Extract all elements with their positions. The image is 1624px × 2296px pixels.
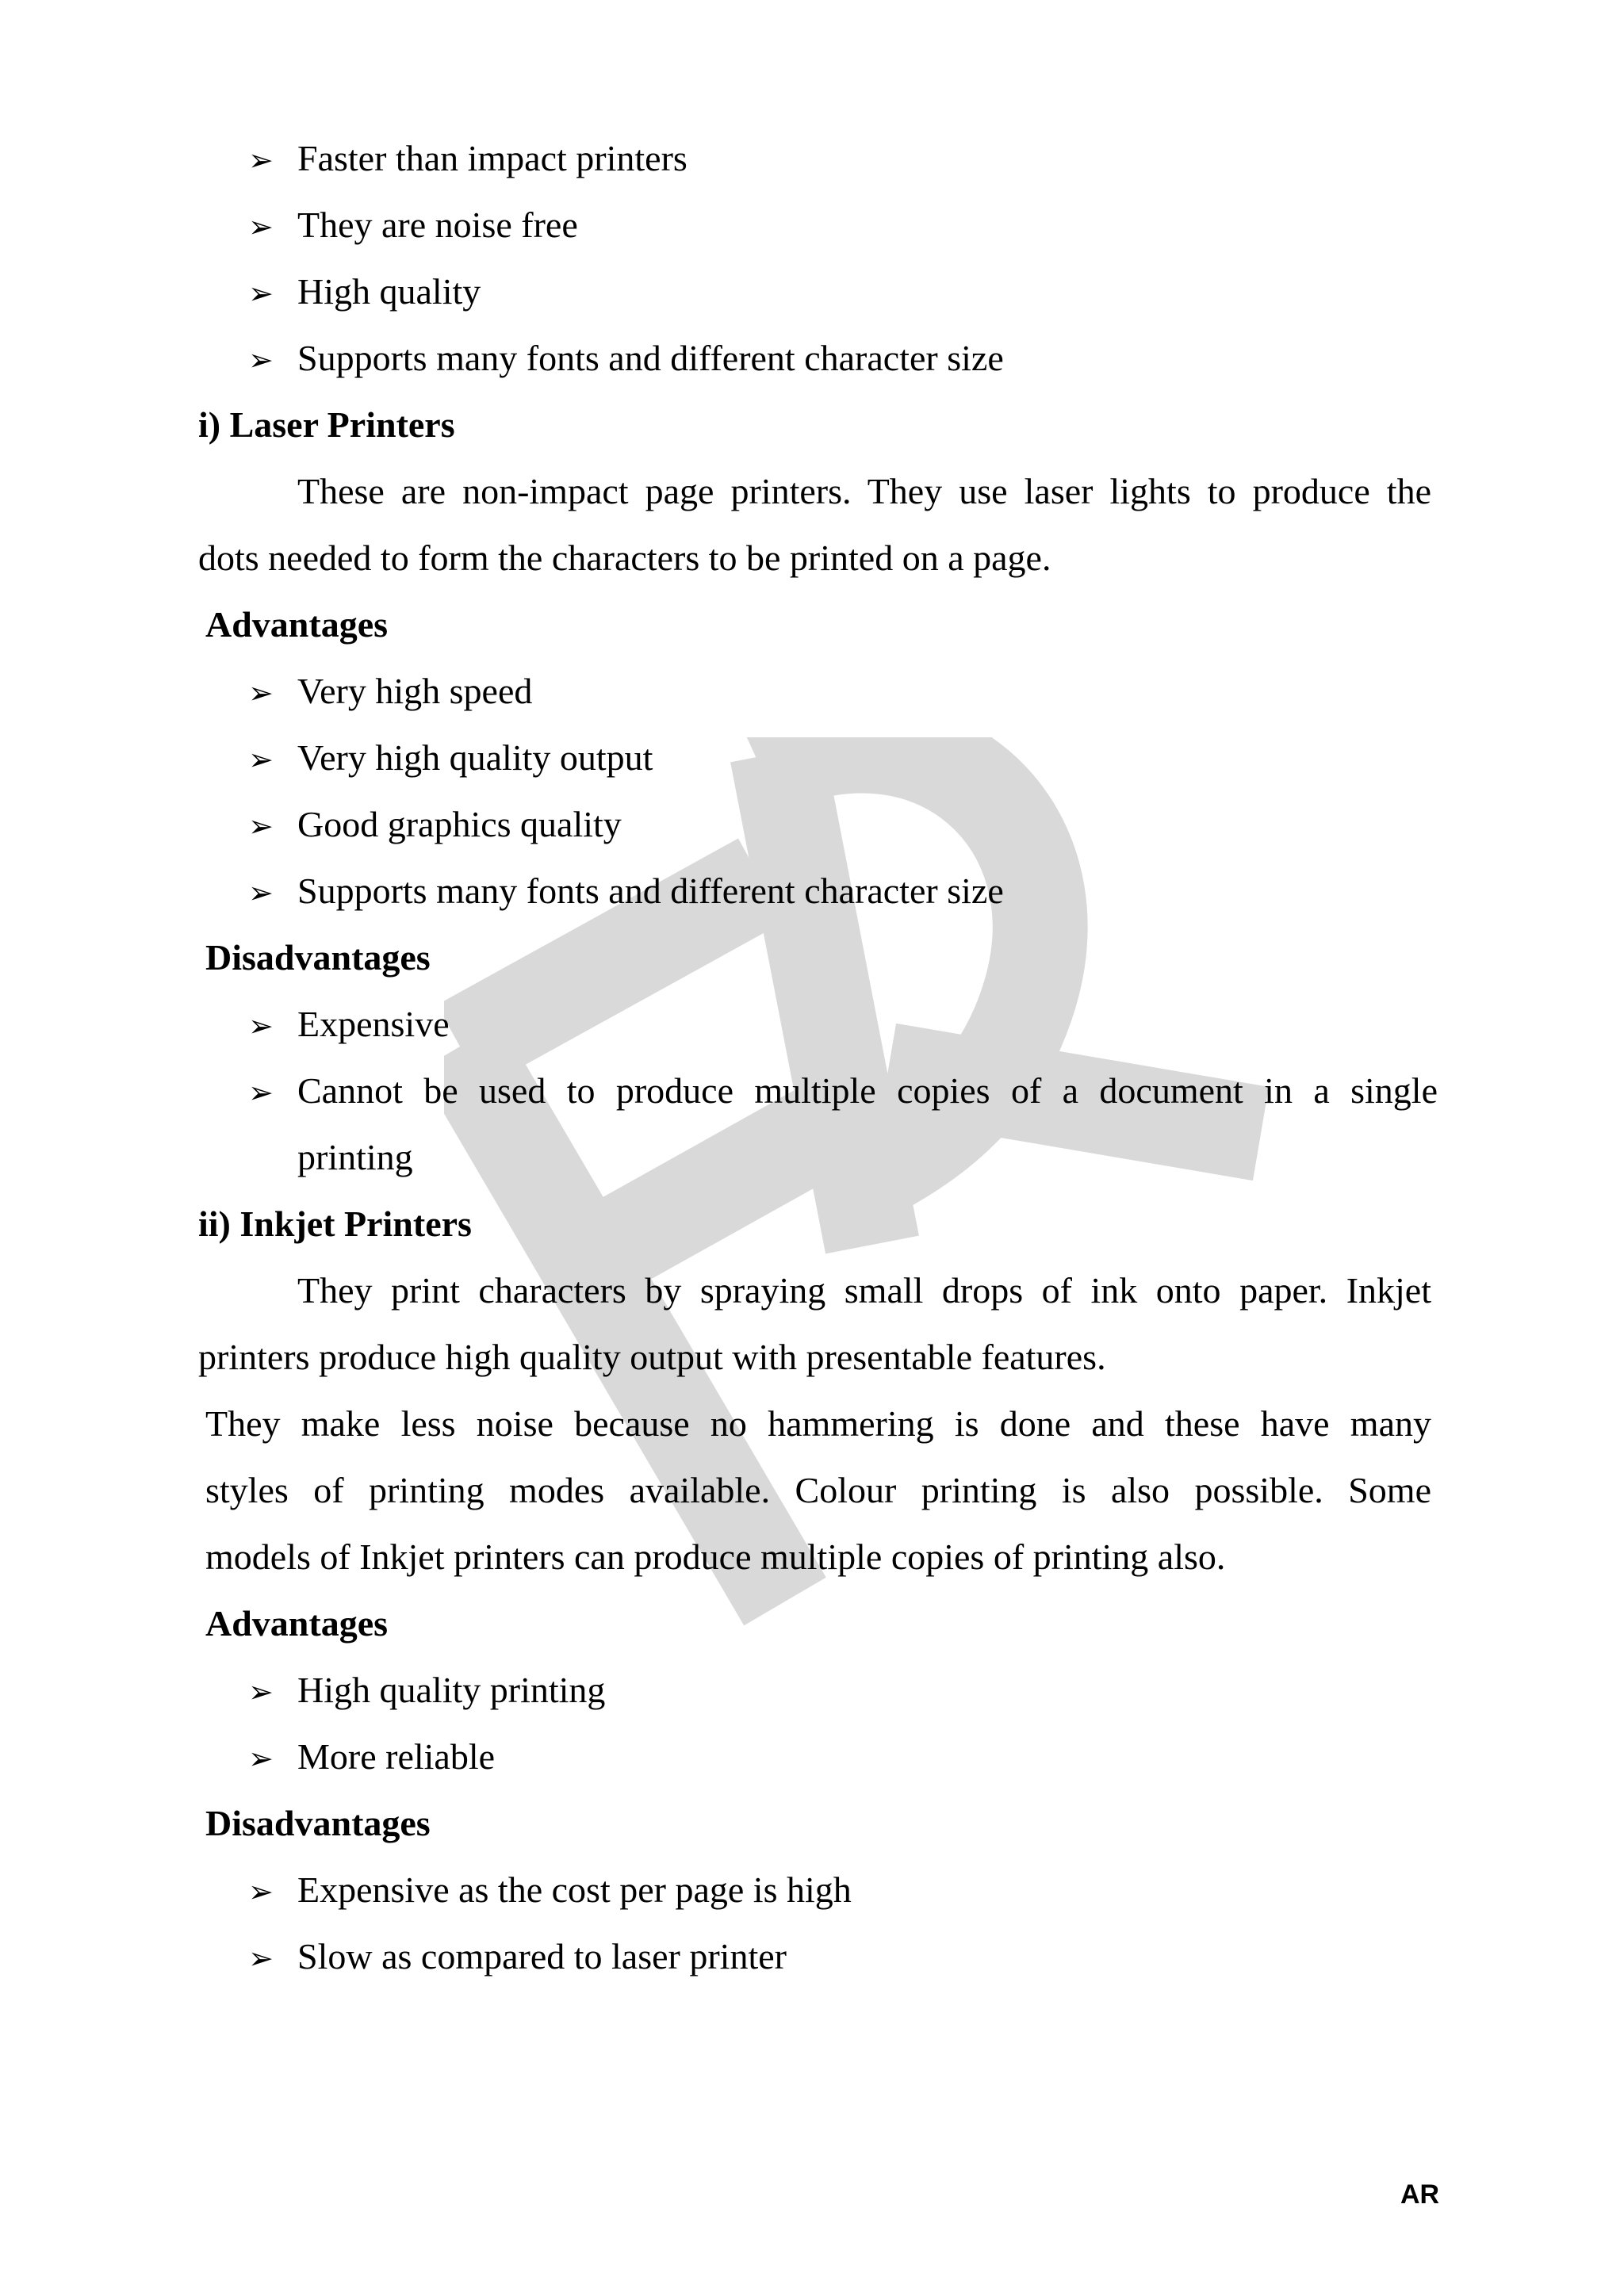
list-item-text: Slow as compared to laser printer xyxy=(297,1936,787,1976)
list-item xyxy=(248,203,578,249)
section-heading-laser: i) Laser Printers xyxy=(198,404,455,445)
list-item xyxy=(248,736,653,782)
inkjet-paragraph1-line-2: printers produce high quality output with presentable features. xyxy=(198,1337,1106,1377)
arrowhead-bullet-icon: ➢ xyxy=(248,342,274,377)
list-item xyxy=(248,1934,787,1980)
list-item xyxy=(248,1002,450,1048)
arrowhead-bullet-icon: ➢ xyxy=(248,1741,274,1776)
list-item xyxy=(248,1668,605,1714)
arrowhead-bullet-icon: ➢ xyxy=(248,1874,274,1909)
arrowhead-bullet-icon: ➢ xyxy=(248,1075,274,1110)
inkjet-paragraph2-line-1: They make less noise because no hammering is done and these have many xyxy=(205,1403,1431,1444)
inkjet-advantages-heading: Advantages xyxy=(205,1603,389,1644)
list-item-text: Supports many fonts and different character size xyxy=(297,338,1004,378)
laser-disadvantages-heading: Disadvantages xyxy=(205,937,431,978)
list-item-continuation: printing xyxy=(297,1137,413,1177)
list-item xyxy=(248,669,532,715)
arrowhead-bullet-icon: ➢ xyxy=(248,1941,274,1976)
arrowhead-bullet-icon: ➢ xyxy=(248,875,274,910)
list-item xyxy=(248,136,688,182)
arrowhead-bullet-icon: ➢ xyxy=(248,1008,274,1043)
laser-paragraph-line-1: These are non-impact page printers. They use laser lights to produce the xyxy=(297,471,1431,511)
arrowhead-bullet-icon: ➢ xyxy=(248,1674,274,1709)
list-item xyxy=(248,1868,852,1914)
arrowhead-bullet-icon: ➢ xyxy=(248,742,274,777)
footer-mark: AR xyxy=(1400,2179,1440,2210)
list-item xyxy=(248,869,1004,915)
arrowhead-bullet-icon: ➢ xyxy=(248,675,274,710)
inkjet-disadvantages-heading: Disadvantages xyxy=(205,1803,431,1843)
list-item xyxy=(248,1735,495,1781)
list-item-text: More reliable xyxy=(297,1736,496,1777)
list-item xyxy=(248,270,481,316)
list-item-text: Very high quality output xyxy=(297,737,653,778)
arrowhead-bullet-icon: ➢ xyxy=(248,276,274,311)
laser-paragraph-line-2: dots needed to form the characters to be printed on a page. xyxy=(198,538,1051,578)
arrowhead-bullet-icon: ➢ xyxy=(248,809,274,844)
list-item-text: They are noise free xyxy=(297,205,578,245)
list-item-text: High quality xyxy=(297,271,481,312)
list-item-text: Supports many fonts and different character size xyxy=(297,871,1004,911)
list-item xyxy=(248,336,1004,382)
list-item-text: Cannot be used to produce multiple copies of a document in a single xyxy=(297,1070,1438,1111)
list-item-text: Faster than impact printers xyxy=(297,138,688,178)
list-item-text: Expensive as the cost per page is high xyxy=(297,1869,852,1910)
list-item-text: High quality printing xyxy=(297,1670,606,1710)
list-item-text: Good graphics quality xyxy=(297,804,622,844)
inkjet-paragraph2-line-3: models of Inkjet printers can produce multiple copies of printing also. xyxy=(205,1536,1226,1577)
arrowhead-bullet-icon: ➢ xyxy=(248,143,274,178)
inkjet-paragraph2-line-2: styles of printing modes available. Colour printing is also possible. Some xyxy=(205,1470,1431,1510)
laser-advantages-heading: Advantages xyxy=(205,604,389,645)
section-heading-inkjet: ii) Inkjet Printers xyxy=(198,1203,472,1244)
inkjet-paragraph1-line-1: They print characters by spraying small drops of ink onto paper. Inkjet xyxy=(297,1270,1431,1311)
arrowhead-bullet-icon: ➢ xyxy=(248,209,274,244)
list-item xyxy=(248,1069,1438,1115)
list-item-text: Very high speed xyxy=(297,671,533,711)
list-item xyxy=(248,802,622,848)
list-item-text: Expensive xyxy=(297,1004,450,1044)
